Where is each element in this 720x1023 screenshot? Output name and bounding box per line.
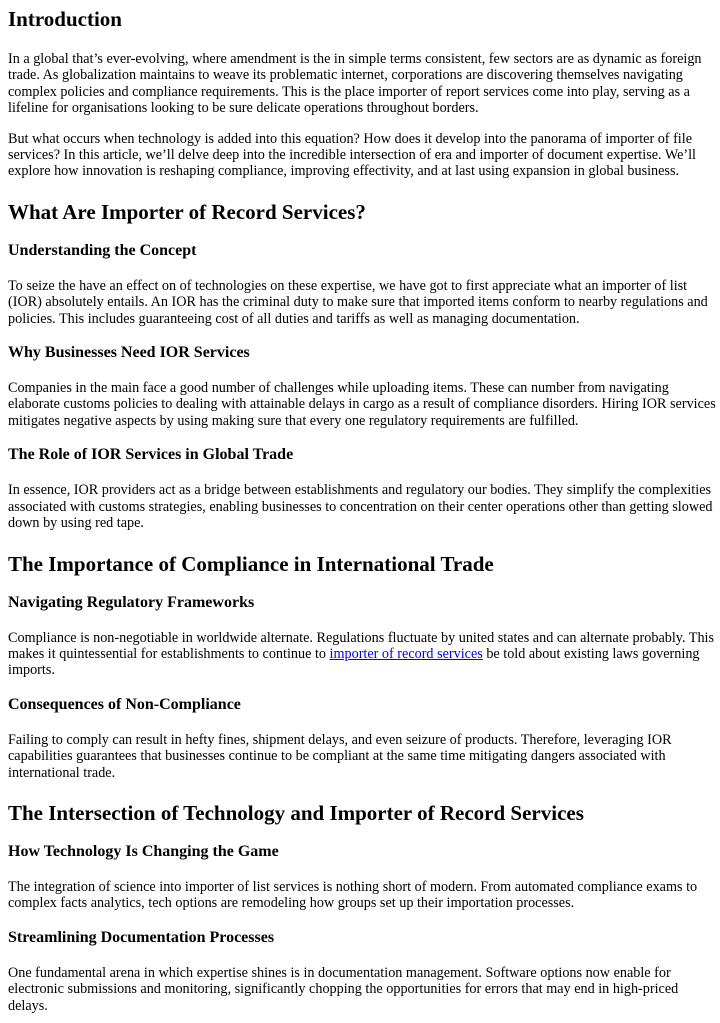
introduction-paragraph-2: But what occurs when technology is added into this equation? How does it develop into the panorama of importer of file services? In this article, we’ll delve deep into the incredible intersection of era and importer of document expertise. We’ll explore how innovation is reshaping compliance, improving effectivity, and at last using expansion in global business. [8,130,697,180]
consequences-paragraph: Failing to comply can result in hefty fines, shipment delays, and even seizure of products. Therefore, leveraging IOR capabilities guarantees that businesses continue to be compliant at the same time mitigating dangers associated with international trade. [8,731,672,781]
technology-changing-heading: How Technology Is Changing the Game [8,842,279,860]
importance-compliance-heading: The Importance of Compliance in International Trade [8,551,494,576]
consequences-heading: Consequences of Non-Compliance [8,695,241,713]
understanding-concept-heading: Understanding the Concept [8,241,197,259]
role-of-ior-paragraph: In essence, IOR providers act as a bridge between establishments and regulatory our bodies. They simplify the complexities associated with customs strategies, enabling businesses to concentration on their center operations other than getting slowed down by using red tape. [8,482,713,532]
introduction-paragraph-1: In a global that’s ever-evolving, where amendment is the in simple terms consistent, few sectors are as dynamic as foreign trade. As globalization maintains to weave its problematic internet, corporations are discovering themselves navigating complex policies and compliance requirements. This is the place importer of report services come into play, serving as a lifeline for organisations looking to be sure delicate operations throughout borders. [8,51,702,117]
navigating-frameworks-heading: Navigating Regulatory Frameworks [8,593,255,611]
introduction-heading: Introduction [8,7,122,31]
what-are-ior-heading: What Are Importer of Record Services? [8,199,366,224]
navigating-text-before: Compliance is non-negotiable in worldwide alternate. Regulations fluctuate by united states and can alternate probably. This makes it quintessential for establishments to continue to [8,629,715,662]
importer-of-record-services-link[interactable]: importer of record services [329,645,483,662]
intersection-heading: The Intersection of Technology and Importer of Record Services [8,800,584,825]
article [0,6,716,1014]
navigating-frameworks-paragraph [8,630,716,679]
technology-changing-paragraph: The integration of science into importer of list services is nothing short of modern. From automated compliance exams to complex facts analytics, tech options are remodeling how groups set up their importation processes. [8,878,698,912]
understanding-concept-paragraph: To seize the have an effect on of technologies on these expertise, we have got to first appreciate what an importer of list (IOR) absolutely entails. An IOR has the criminal duty to make sure that imported items conform to nearby regulations and policies. This includes guaranteeing cost of all duties and tariffs as well as managing documentation. [8,277,708,327]
why-businesses-heading: Why Businesses Need IOR Services [8,344,250,362]
streamlining-documentation-heading: Streamlining Documentation Processes [8,928,275,946]
role-of-ior-heading: The Role of IOR Services in Global Trade [8,446,294,464]
navigating-text-after: be told about existing laws governing imports. [8,645,700,679]
why-businesses-paragraph: Companies in the main face a good number of challenges while uploading items. These can number from navigating elaborate customs policies to dealing with attainable delays in cargo as a result of compliance disorders. Hiring IOR services mitigates negative aspects by using making sure that every one regulatory requirements are fulfilled. [8,380,716,429]
streamlining-documentation-paragraph: One fundamental arena in which expertise shines is in documentation management. Software options now enable for electronic submissions and monitoring, significantly chopping the opportunities for errors that may end in high-priced delays. [8,964,679,1014]
